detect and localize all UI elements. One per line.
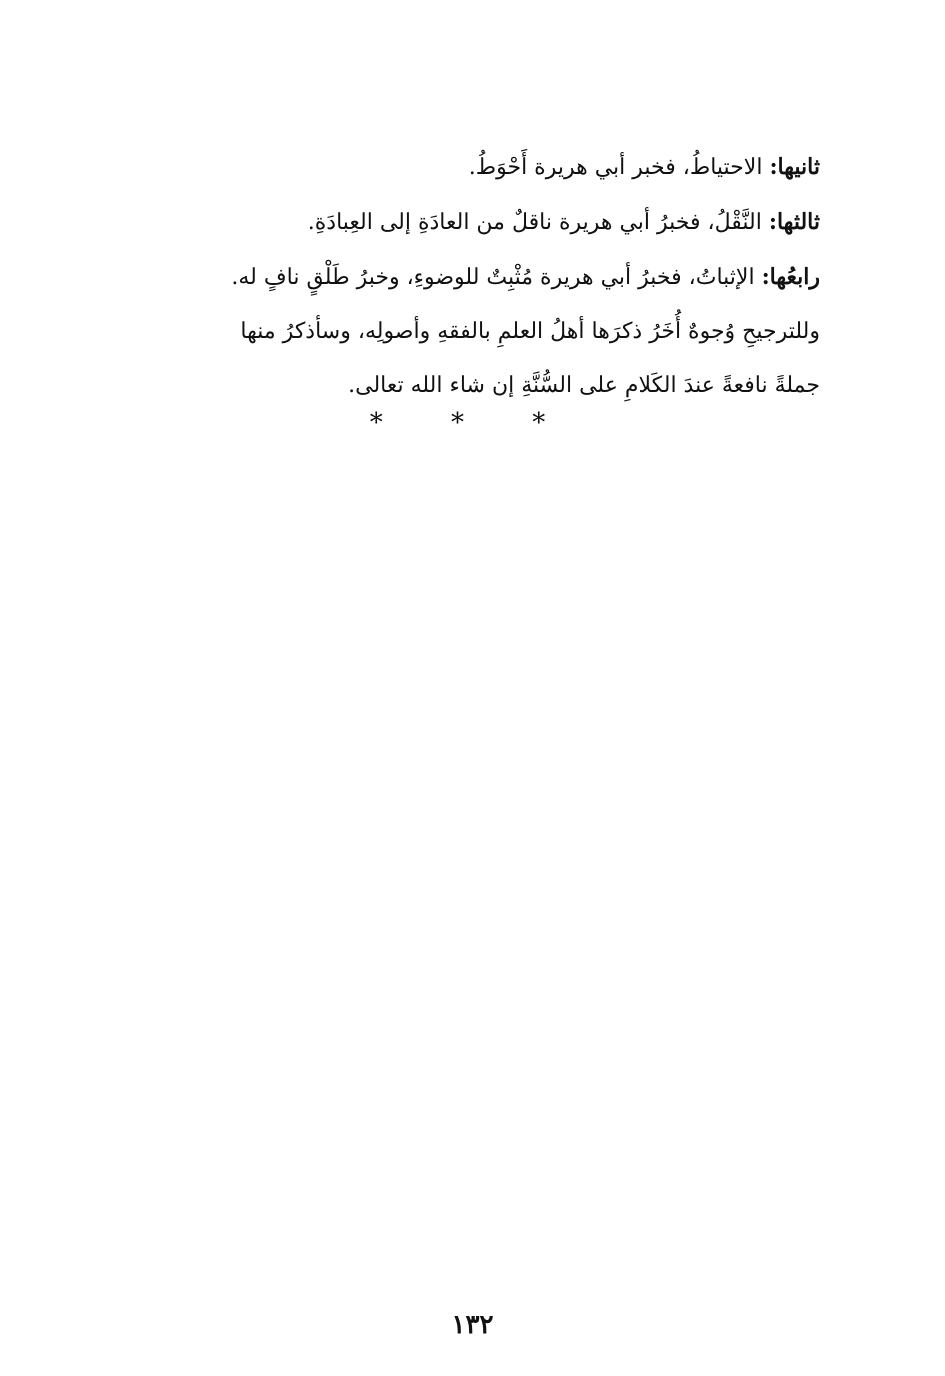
point-three [110, 195, 820, 250]
point-three-lead: ثالثها: [768, 209, 820, 235]
body-text [110, 140, 820, 413]
page-number: ١٣٢ [451, 1310, 494, 1340]
point-two [110, 140, 820, 195]
point-two-text: الاحتياطُ، فخبر أبي هريرة أَحْوَطُ. [468, 155, 770, 180]
section-separator: * * * [369, 408, 576, 438]
point-two-lead: ثانيها: [769, 154, 820, 180]
paragraph-line-one: وللترجيحِ وُجوهٌ أُخَرُ ذكرَها أهلُ العلمِ بالفقهِ وأصولِه، وسأذكرُ منها [240, 319, 820, 344]
point-four [110, 250, 820, 305]
point-three-text: النَّقْلُ، فخبرُ أبي هريرة ناقلٌ من العادَةِ إلى العِبادَةِ. [307, 210, 769, 235]
point-four-lead: رابعُها: [761, 264, 820, 290]
paragraph-line-two: جملةً نافعةً عندَ الكَلامِ على السُّنَّةِ إن شاء الله تعالى. [348, 373, 820, 398]
point-four-text: الإثباتُ، فخبرُ أبي هريرة مُثْبِتٌ للوضوءِ، وخبرُ طَلْقٍ نافٍ له. [231, 265, 762, 290]
